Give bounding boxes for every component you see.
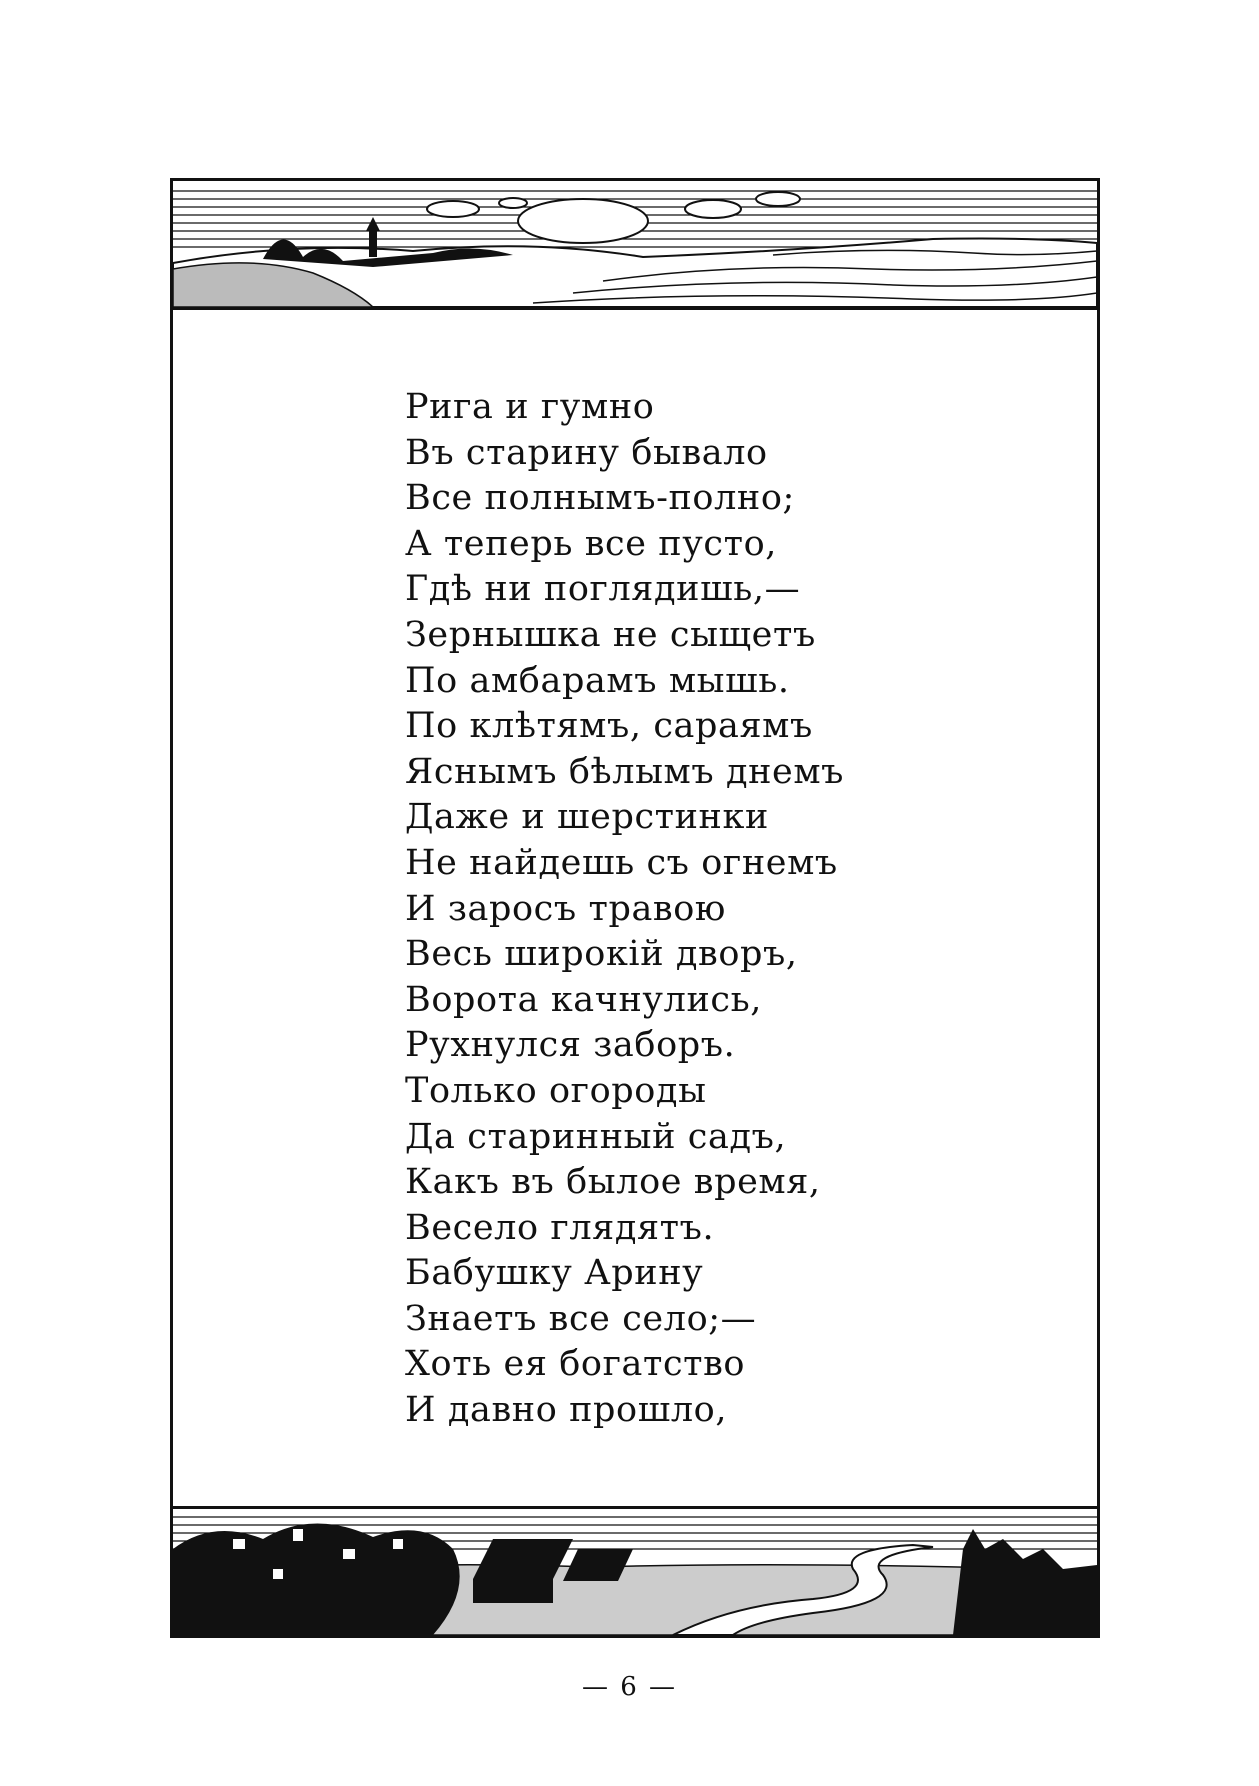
poem [405, 385, 844, 1434]
poem-line: Даже и шерстинки [405, 797, 769, 838]
poem-line: Зернышка не сыщетъ [405, 614, 816, 655]
page-number: — 6 — [581, 1672, 678, 1702]
poem-line: Рига и гумно [405, 387, 655, 427]
poem-line: Хоть ея богатство [405, 1344, 746, 1385]
poem-line: И заросъ травою [405, 888, 726, 929]
poem-line: Рухнулся заборъ. [405, 1025, 736, 1066]
landscape-illustration-icon [173, 181, 1097, 307]
village-illustration-icon [173, 1509, 1097, 1635]
poem-line: Весь широкій дворъ, [405, 934, 798, 975]
poem-line: Не найдешь съ огнемъ [405, 842, 838, 883]
poem-line: Знаетъ все село;— [405, 1298, 757, 1339]
poem-line: По амбарамъ мышь. [405, 660, 790, 701]
poem-line: Бабушку Арину [405, 1253, 704, 1294]
poem-line: Въ старину бывало [405, 432, 768, 473]
poem-line: И давно прошло, [405, 1390, 728, 1431]
poem-line: Гдѣ ни поглядишь,— [405, 569, 801, 610]
poem-line: Только огороды [405, 1070, 707, 1111]
poem-line: Да старинный садъ, [405, 1116, 787, 1157]
poem-line: Все полнымъ-полно; [405, 478, 795, 519]
poem-line: Весело глядятъ. [405, 1207, 715, 1248]
bottom-illustration [170, 1506, 1100, 1638]
poem-line: А теперь все пусто, [405, 523, 777, 564]
poem-line: Яснымъ бѣлымъ днемъ [405, 751, 845, 792]
poem-line: По клѣтямъ, сараямъ [405, 706, 813, 747]
poem-line: Ворота качнулись, [405, 979, 762, 1020]
top-illustration [170, 178, 1100, 310]
poem-line: Какъ въ былое время, [405, 1162, 821, 1203]
